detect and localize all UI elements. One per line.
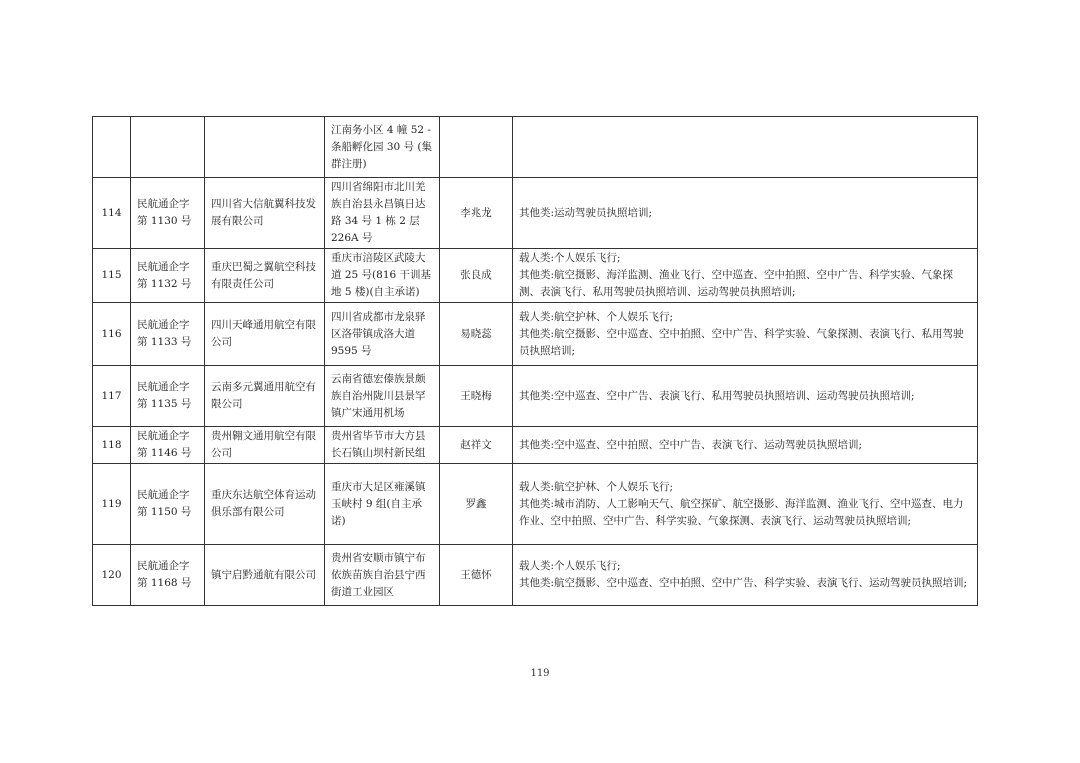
cell-person xyxy=(440,117,513,178)
cell-scope xyxy=(513,117,978,178)
table-row xyxy=(93,545,978,606)
scope-line: 载人类:航空护林、个人娱乐飞行; xyxy=(519,310,674,323)
cell-address: 江南务小区 4 幢 52 -条船孵化园 30 号 (集群注册) xyxy=(325,117,440,178)
cell-permit: 民航通企字第 1133 号 xyxy=(131,303,205,366)
scope-line: 其他类:空中巡查、空中拍照、空中广告、表演飞行、运动驾驶员执照培训; xyxy=(519,438,863,451)
cell-address: 四川省成都市龙泉驿区洛带镇成洛大道 9595 号 xyxy=(325,303,440,366)
scope-line: 其他类:航空摄影、海洋监测、渔业飞行、空中巡查、空中拍照、空中广告、科学实验、气象探测、表演飞行、私用驾驶员执照培训、运动驾驶员执照培训; xyxy=(519,269,954,298)
scope-line: 其他类:空中巡查、空中广告、表演飞行、私用驾驶员执照培训、运动驾驶员执照培训; xyxy=(519,389,915,402)
scope-line: 载人类:个人娱乐飞行; xyxy=(519,252,621,264)
cell-company: 四川省大信航翼科技发展有限公司 xyxy=(205,178,325,249)
cell-address: 四川省绵阳市北川羌族自治县永昌镇日达路 34 号 1 栋 2 层 226A 号 xyxy=(325,178,440,249)
cell-person: 王晓梅 xyxy=(440,366,513,427)
registry-table xyxy=(92,116,978,606)
table-row xyxy=(93,303,978,366)
scope-line: 其他类:航空摄影、空中巡查、空中拍照、空中广告、科学实验、表演飞行、运动驾驶员执照培训; xyxy=(519,577,968,589)
cell-person: 王德怀 xyxy=(440,545,513,606)
cell-company: 重庆东达航空体育运动俱乐部有限公司 xyxy=(205,464,325,545)
scope-line: 载人类:个人娱乐飞行; xyxy=(519,560,621,572)
cell-no: 114 xyxy=(93,178,131,249)
cell-permit: 民航通企字第 1132 号 xyxy=(131,249,205,303)
cell-company: 镇宁启黔通航有限公司 xyxy=(205,545,325,606)
cell-address: 云南省德宏傣族景颇族自治州陇川县景罕镇广宋通用机场 xyxy=(325,366,440,427)
cell-address: 重庆市大足区雍溪镇玉峡村 9 组(自主承诺) xyxy=(325,464,440,545)
cell-company: 重庆巴蜀之翼航空科技有限责任公司 xyxy=(205,249,325,303)
cell-no xyxy=(93,117,131,178)
cell-scope xyxy=(513,464,978,545)
cell-scope xyxy=(513,178,978,249)
cell-permit xyxy=(131,117,205,178)
cell-permit: 民航通企字第 1168 号 xyxy=(131,545,205,606)
cell-no: 118 xyxy=(93,427,131,464)
cell-company: 贵州翱文通用航空有限公司 xyxy=(205,427,325,464)
cell-no: 115 xyxy=(93,249,131,303)
cell-address: 贵州省毕节市大方县长石镇山坝村新民组 xyxy=(325,427,440,464)
cell-person: 赵祥文 xyxy=(440,427,513,464)
cell-permit: 民航通企字第 1130 号 xyxy=(131,178,205,249)
cell-scope xyxy=(513,545,978,606)
cell-no: 119 xyxy=(93,464,131,545)
table-row xyxy=(93,427,978,464)
table-row xyxy=(93,178,978,249)
cell-company: 四川天峰通用航空有限公司 xyxy=(205,303,325,366)
cell-scope xyxy=(513,366,978,427)
cell-person: 罗鑫 xyxy=(440,464,513,545)
cell-no: 120 xyxy=(93,545,131,606)
cell-address: 重庆市涪陵区武陵大道 25 号(816 干训基地 5 楼)(自主承诺) xyxy=(325,249,440,303)
cell-scope xyxy=(513,249,978,303)
cell-permit: 民航通企字第 1135 号 xyxy=(131,366,205,427)
table-row-continued xyxy=(93,117,978,178)
cell-permit: 民航通企字第 1150 号 xyxy=(131,464,205,545)
page-number: 119 xyxy=(530,668,550,679)
scope-line: 其他类:运动驾驶员执照培训; xyxy=(519,206,653,219)
registry-table-body xyxy=(93,117,978,606)
cell-company xyxy=(205,117,325,178)
scope-line: 载人类:航空护林、个人娱乐飞行; xyxy=(519,480,674,493)
cell-scope xyxy=(513,427,978,464)
scope-line: 其他类:航空摄影、空中巡查、空中拍照、空中广告、科学实验、气象探测、表演飞行、私用驾驶员执照培训; xyxy=(519,327,964,357)
cell-no: 117 xyxy=(93,366,131,427)
cell-person: 李兆龙 xyxy=(440,178,513,249)
table-row xyxy=(93,464,978,545)
table-row xyxy=(93,366,978,427)
cell-address: 贵州省安顺市镇宁布依族苗族自治县宁西街道工业园区 xyxy=(325,545,440,606)
cell-scope xyxy=(513,303,978,366)
cell-person: 张良成 xyxy=(440,249,513,303)
scope-line: 其他类:城市消防、人工影响天气、航空探矿、航空摄影、海洋监测、渔业飞行、空中巡查、电力作业、空中拍照、空中广告、科学实验、气象探测、表演飞行、运动驾驶员执照培训; xyxy=(519,497,964,527)
cell-no: 116 xyxy=(93,303,131,366)
cell-person: 易晓蕊 xyxy=(440,303,513,366)
cell-company: 云南多元翼通用航空有限公司 xyxy=(205,366,325,427)
cell-permit: 民航通企字第 1146 号 xyxy=(131,427,205,464)
table-row xyxy=(93,249,978,303)
